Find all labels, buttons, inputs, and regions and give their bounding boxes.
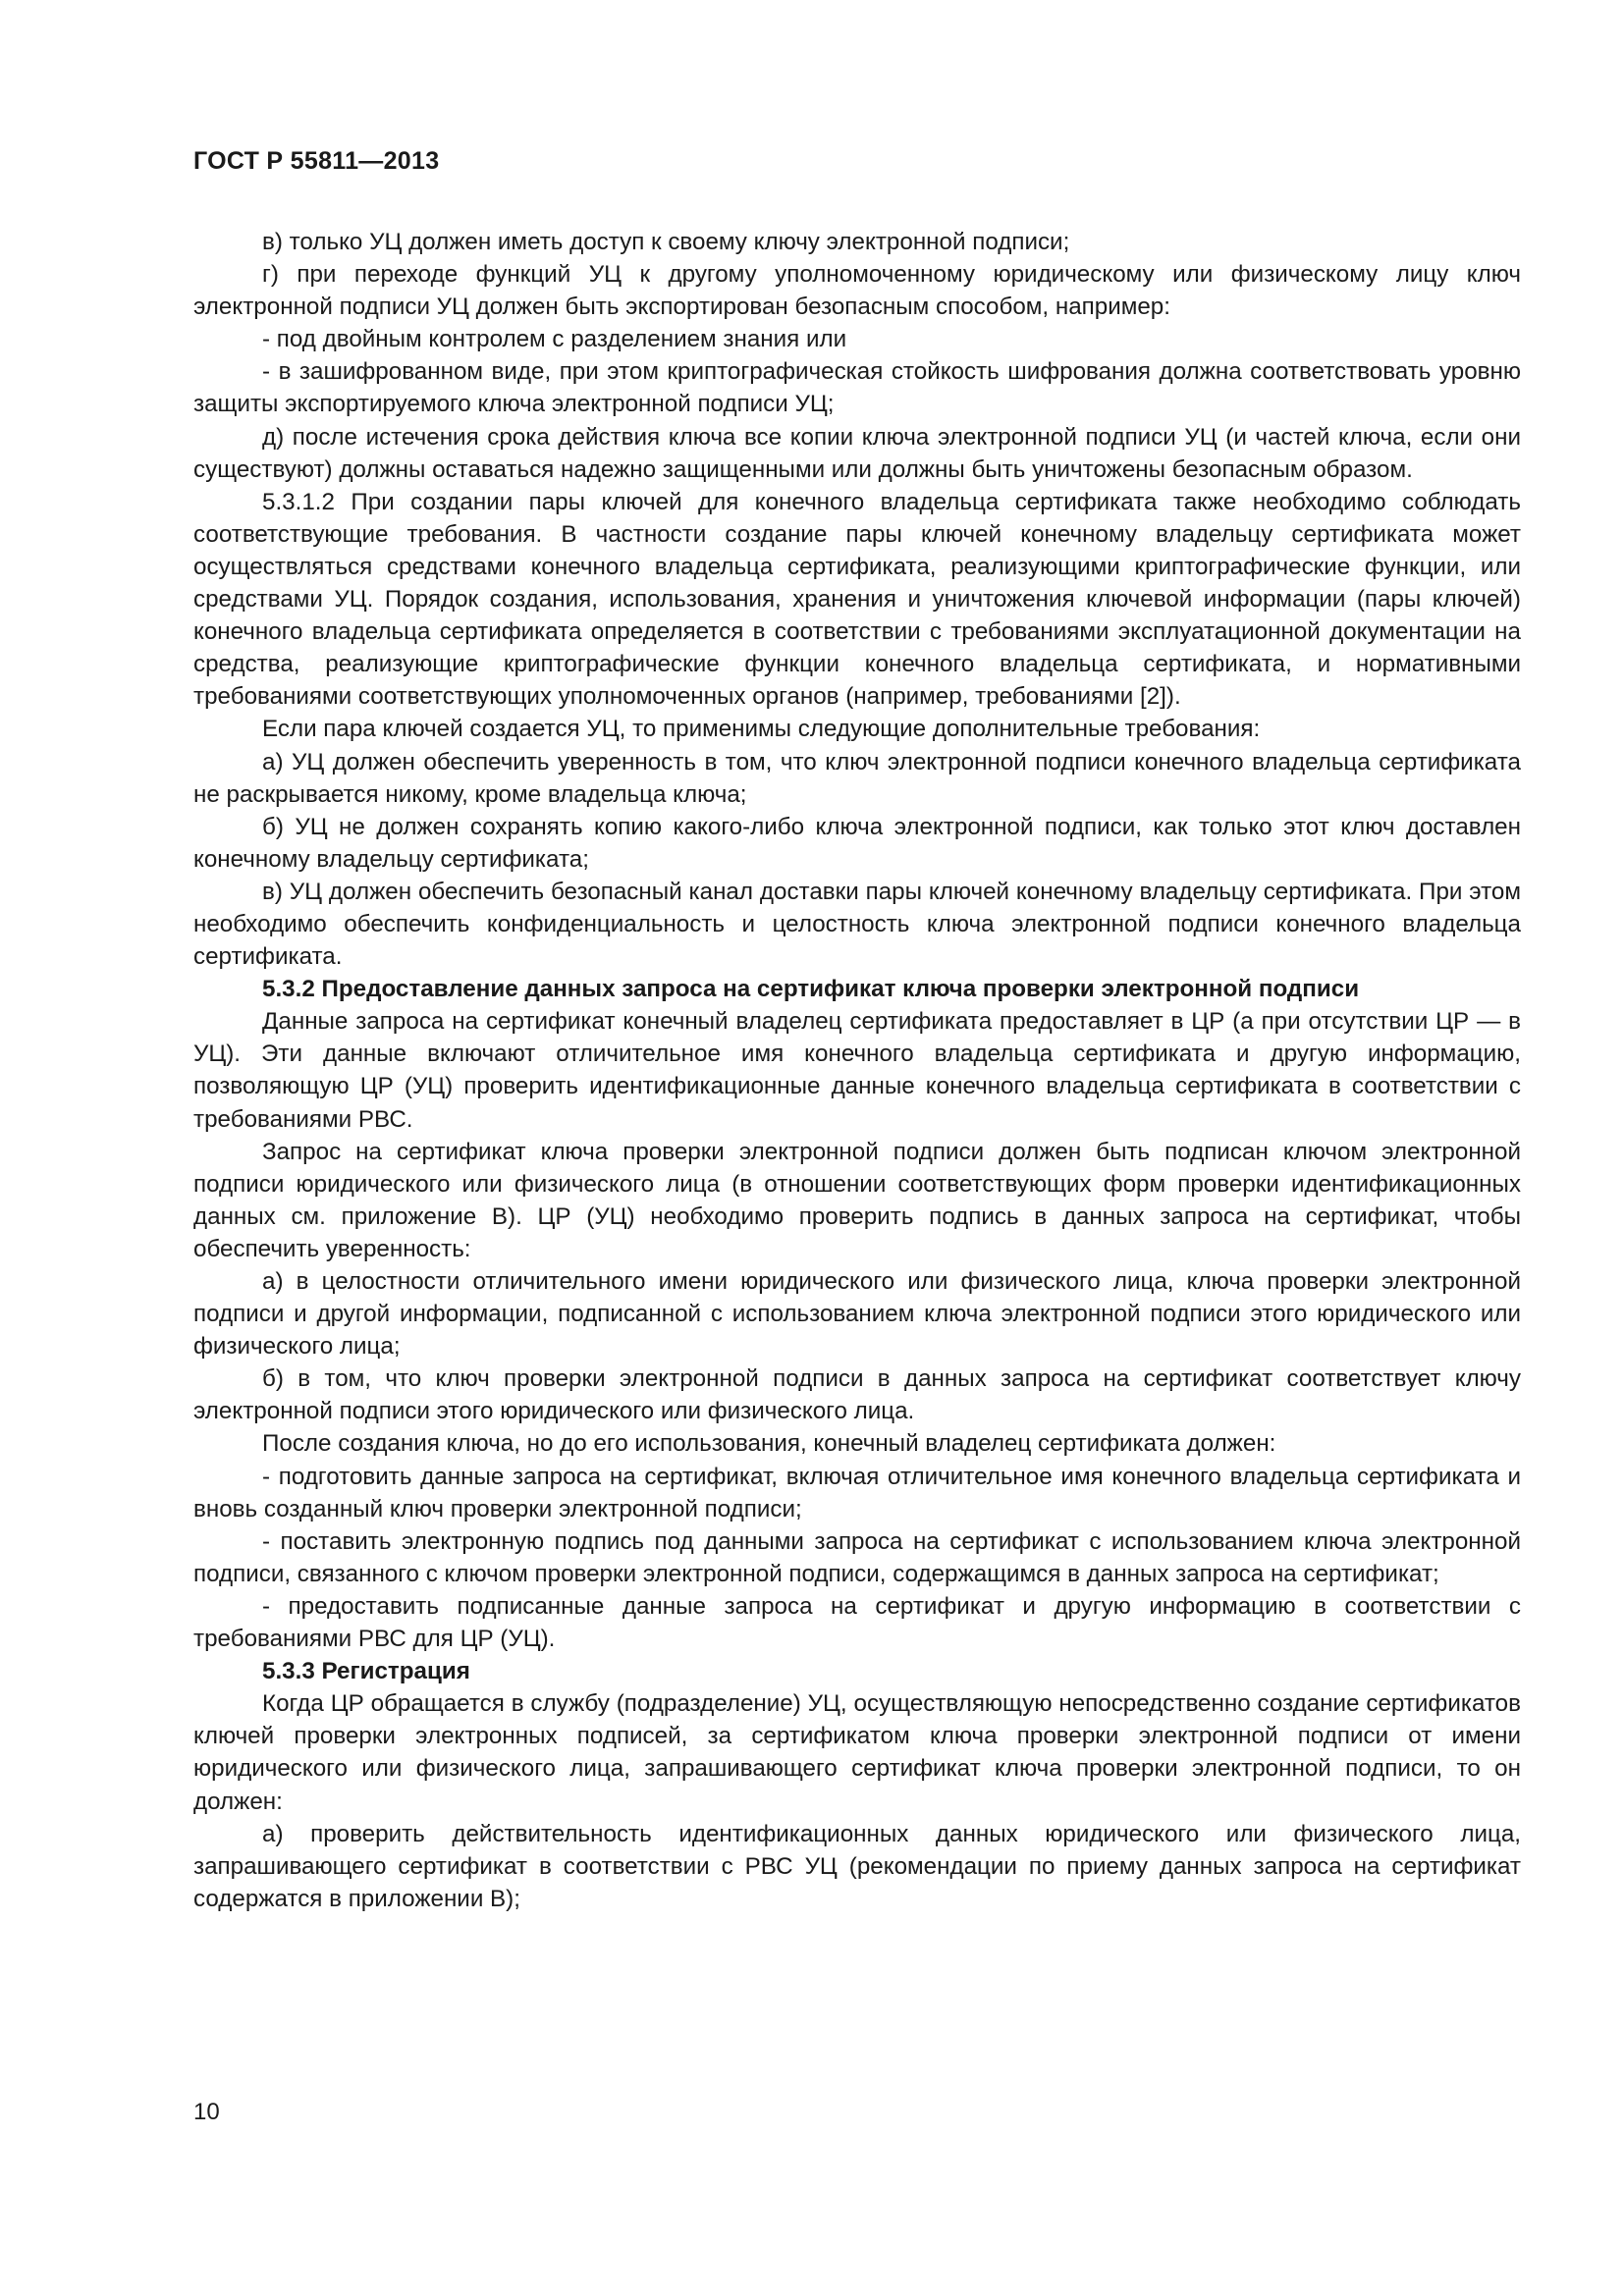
section-heading-5-3-3: 5.3.3 Регистрация: [262, 1658, 470, 1685]
paragraph: Запрос на сертификат ключа проверки электронной подписи должен быть подписан ключом электронной подписи юридического или физического лица (в отношении соответствующих форм проверки идентификационных данных см. приложение В). ЦР (УЦ) необходимо проверить подпись в данных запроса на сертификат, чтобы обеспечить уверенность:: [193, 1138, 1521, 1262]
paragraph: Когда ЦР обращается в службу (подразделение) УЦ, осуществляющую непосредственно создание сертификатов ключей проверки электронных подписей, за сертификатом ключа проверки электронной подписи от имени юридического или физического лица, запрашивающего сертификат ключа проверки электронной подписи, то он должен:: [193, 1690, 1521, 1815]
paragraph: - предоставить подписанные данные запроса на сертификат и другую информацию в соответствии с требованиями РВС для ЦР (УЦ).: [193, 1592, 1521, 1653]
paragraph: а) проверить действительность идентификационных данных юридического или физического лица, запрашивающего сертификат в соответствии с РВС УЦ (рекомендации по приему данных запроса на сертификат содержатся в приложении В);: [193, 1820, 1521, 1912]
paragraph: в) УЦ должен обеспечить безопасный канал доставки пары ключей конечному владельцу сертификата. При этом необходимо обеспечить конфиденциальность и целостность ключа электронной подписи конечного владельца сертификата.: [193, 878, 1521, 971]
paragraph: а) УЦ должен обеспечить уверенность в том, что ключ электронной подписи конечного владельца сертификата не раскрывается никому, кроме владельца ключа;: [193, 748, 1521, 808]
paragraph: - подготовить данные запроса на сертификат, включая отличительное имя конечного владельца сертификата и вновь созданный ключ проверки электронной подписи;: [193, 1463, 1521, 1522]
paragraph: После создания ключа, но до его использования, конечный владелец сертификата должен:: [262, 1430, 1276, 1458]
paragraph: б) УЦ не должен сохранять копию какого-либо ключа электронной подписи, как только этот ключ доставлен конечному владельцу сертификата;: [193, 813, 1521, 873]
paragraph: д) после истечения срока действия ключа все копии ключа электронной подписи УЦ (и частей ключа, если они существуют) должны оставаться надежно защищенными или должны быть уничтожены безопасным образом.: [193, 423, 1521, 483]
paragraph: Данные запроса на сертификат конечный владелец сертификата предоставляет в ЦР (а при отсутствии ЦР — в УЦ). Эти данные включают отличительное имя конечного владельца сертификата и другую информацию, позволяющую ЦР (УЦ) проверить идентификационные данные конечного владельца сертификата в соответствии с требованиями РВС.: [193, 1008, 1521, 1133]
paragraph: г) при переходе функций УЦ к другому уполномоченному юридическому или физическому лицу ключ электронной подписи УЦ должен быть экспортирован безопасным способом, например:: [193, 261, 1521, 321]
paragraph: Если пара ключей создается УЦ, то применимы следующие дополнительные требования:: [262, 716, 1261, 743]
paragraph: в) только УЦ должен иметь доступ к своему ключу электронной подписи;: [262, 229, 1070, 255]
paragraph: - в зашифрованном виде, при этом криптографическая стойкость шифрования должна соответствовать уровню защиты экспортируемого ключа электронной подписи УЦ;: [193, 358, 1521, 418]
paragraph: - под двойным контролем с разделением знания или: [262, 326, 847, 353]
section-heading-5-3-2: 5.3.2 Предоставление данных запроса на сертификат ключа проверки электронной подписи: [262, 976, 1360, 1003]
document-header: ГОСТ Р 55811—2013: [193, 147, 440, 175]
page-number: 10: [193, 2099, 220, 2125]
paragraph: а) в целостности отличительного имени юридического или физического лица, ключа проверки электронной подписи и другой информации, подписанной с использованием ключа электронной подписи этого юридического или физического лица;: [193, 1268, 1521, 1361]
paragraph: 5.3.1.2 При создании пары ключей для конечного владельца сертификата также необходимо соблюдать соответствующие требования. В частности создание пары ключей конечному владельцу сертификата может осуществляться средствами конечного владельца сертификата, реализующими криптографические функции, или средствами УЦ. Порядок создания, использования, хранения и уничтожения ключевой информации (пары ключей) конечного владельца сертификата определяется в соответствии с требованиями эксплуатационной документации на средства, реализующие криптографические функции конечного владельца сертификата, и нормативными требованиями соответствующих уполномоченных органов (например, требованиями [2]).: [193, 488, 1521, 711]
paragraph: - поставить электронную подпись под данными запроса на сертификат с использованием ключа электронной подписи, связанного с ключом проверки электронной подписи, содержащимся в данных запроса на сертификат;: [193, 1527, 1521, 1587]
document-body: [193, 226, 1521, 1915]
paragraph: б) в том, что ключ проверки электронной подписи в данных запроса на сертификат соответствует ключу электронной подписи этого юридического или физического лица.: [193, 1365, 1521, 1425]
